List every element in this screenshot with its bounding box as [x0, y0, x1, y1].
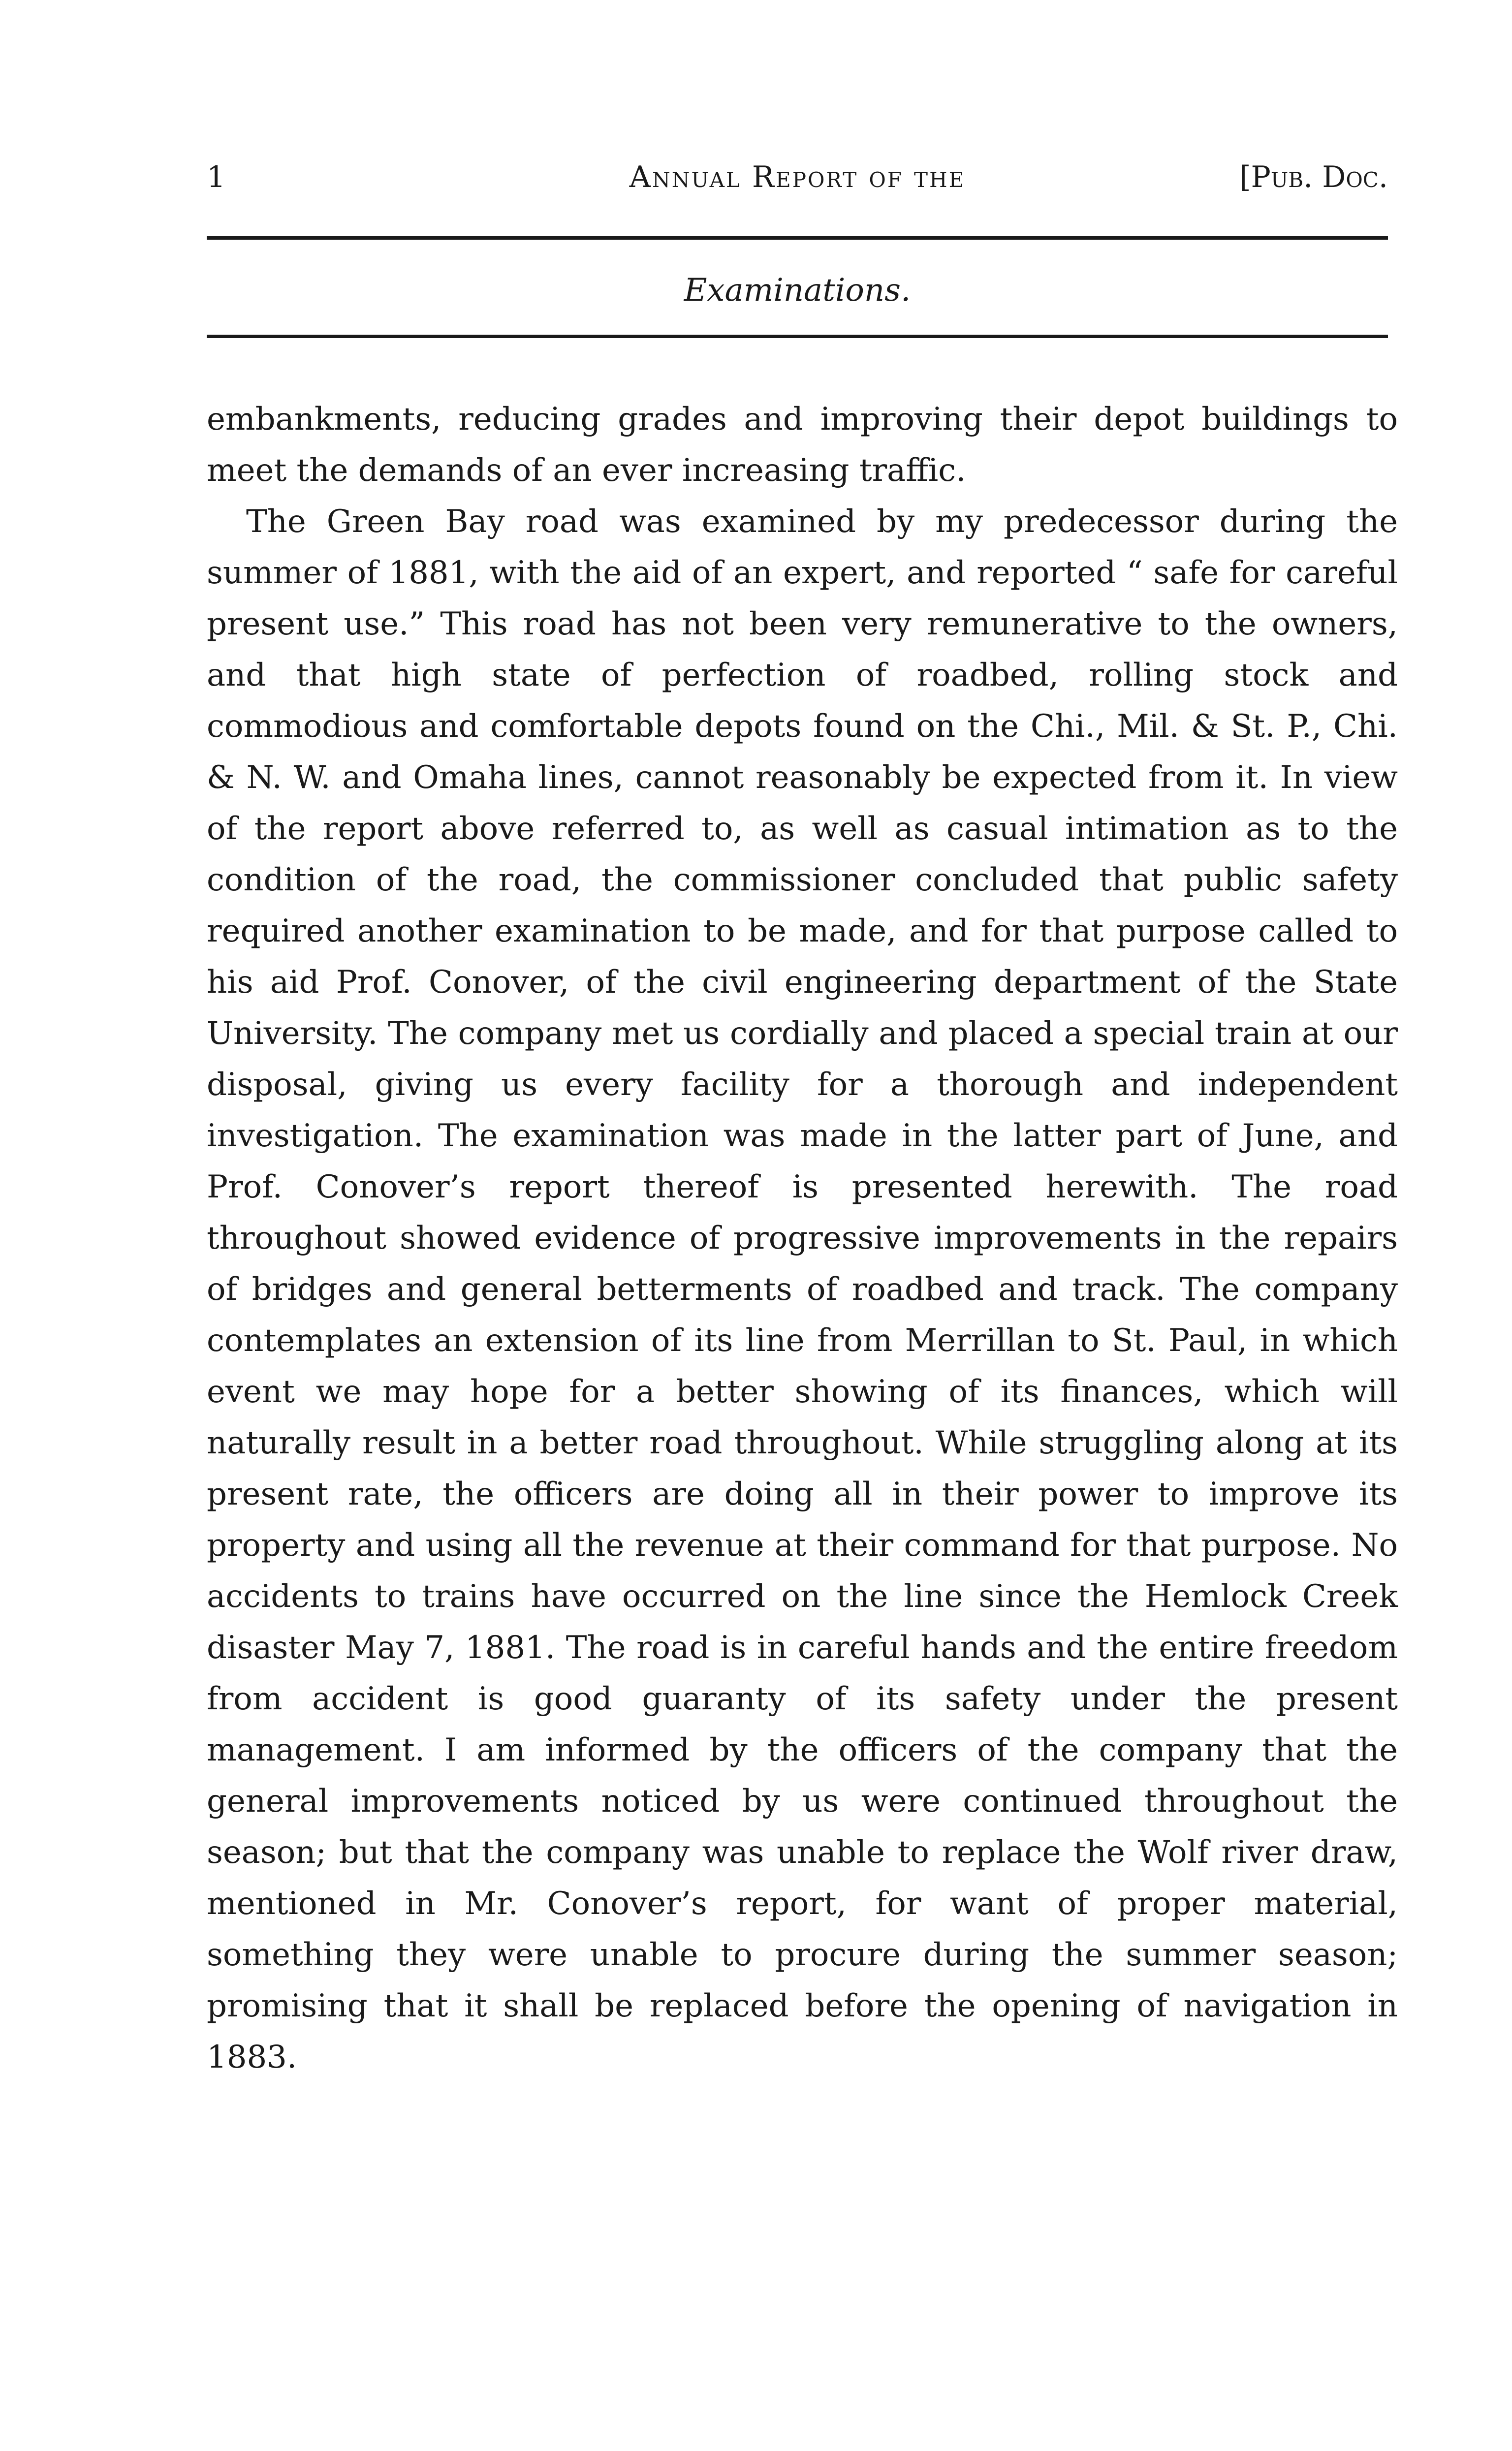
paragraph-continued: embankments, reducing grades and improving their depot buildings to meet the demands of an ever increasing traffic.	[207, 401, 1398, 489]
page-number: 1	[207, 160, 226, 194]
running-header	[207, 148, 1388, 207]
header-rule-bottom	[207, 335, 1388, 338]
paragraph-green-bay-road: The Green Bay road was examined by my predecessor during the summer of 1881, with the aid of an expert, and reported “ safe for careful present use.” This road has not been very remunerative to the owners, and that high state of perfection of roadbed, rolling stock and commodious and comfortable depots found on the Chi., Mil. & St. P., Chi. & N. W. and Omaha lines, cannot reasonably be expected from it. In view of the report above referred to, as well as casual intimation as to the condition of the road, the commissioner concluded that public safety required another examination to be made, and for that purpose called to his aid Prof. Conover, of the civil engineering department of the State University. The company met us cordially and placed a special train at our disposal, giving us every facility for a thorough and independent investigation. The examination was made in the latter part of June, and Prof. Conover’s report thereof is presented herewith. The road throughout showed evidence of progressive improvements in the repairs of bridges and general betterments of roadbed and track. The company contemplates an extension of its line from Merrillan to St. Paul, in which event we may hope for a better showing of its finances, which will naturally result in a better road throughout. While struggling along at its present rate, the officers are doing all in their power to improve its property and using all the revenue at their command for that purpose. No accidents to trains have occurred on the line since the Hemlock Creek disaster May 7, 1881. The road is in careful hands and the entire freedom from accident is good guaranty of its safety under the present management. I am informed by the officers of the company that the general improvements noticed by us were continued throughout the season; but that the company was unable to replace the Wolf river draw, mentioned in Mr. Conover’s report, for want of proper material, something they were unable to procure during the summer season; promising that it shall be replaced before the opening of navigation in 1883.	[207, 503, 1398, 2075]
body-text	[207, 394, 1398, 2083]
header-document-type: [Pub. Doc.	[1239, 160, 1388, 194]
header-title: Annual Report of the	[629, 160, 966, 194]
section-title: Examinations.	[684, 272, 911, 309]
header-rule-top	[207, 236, 1388, 240]
